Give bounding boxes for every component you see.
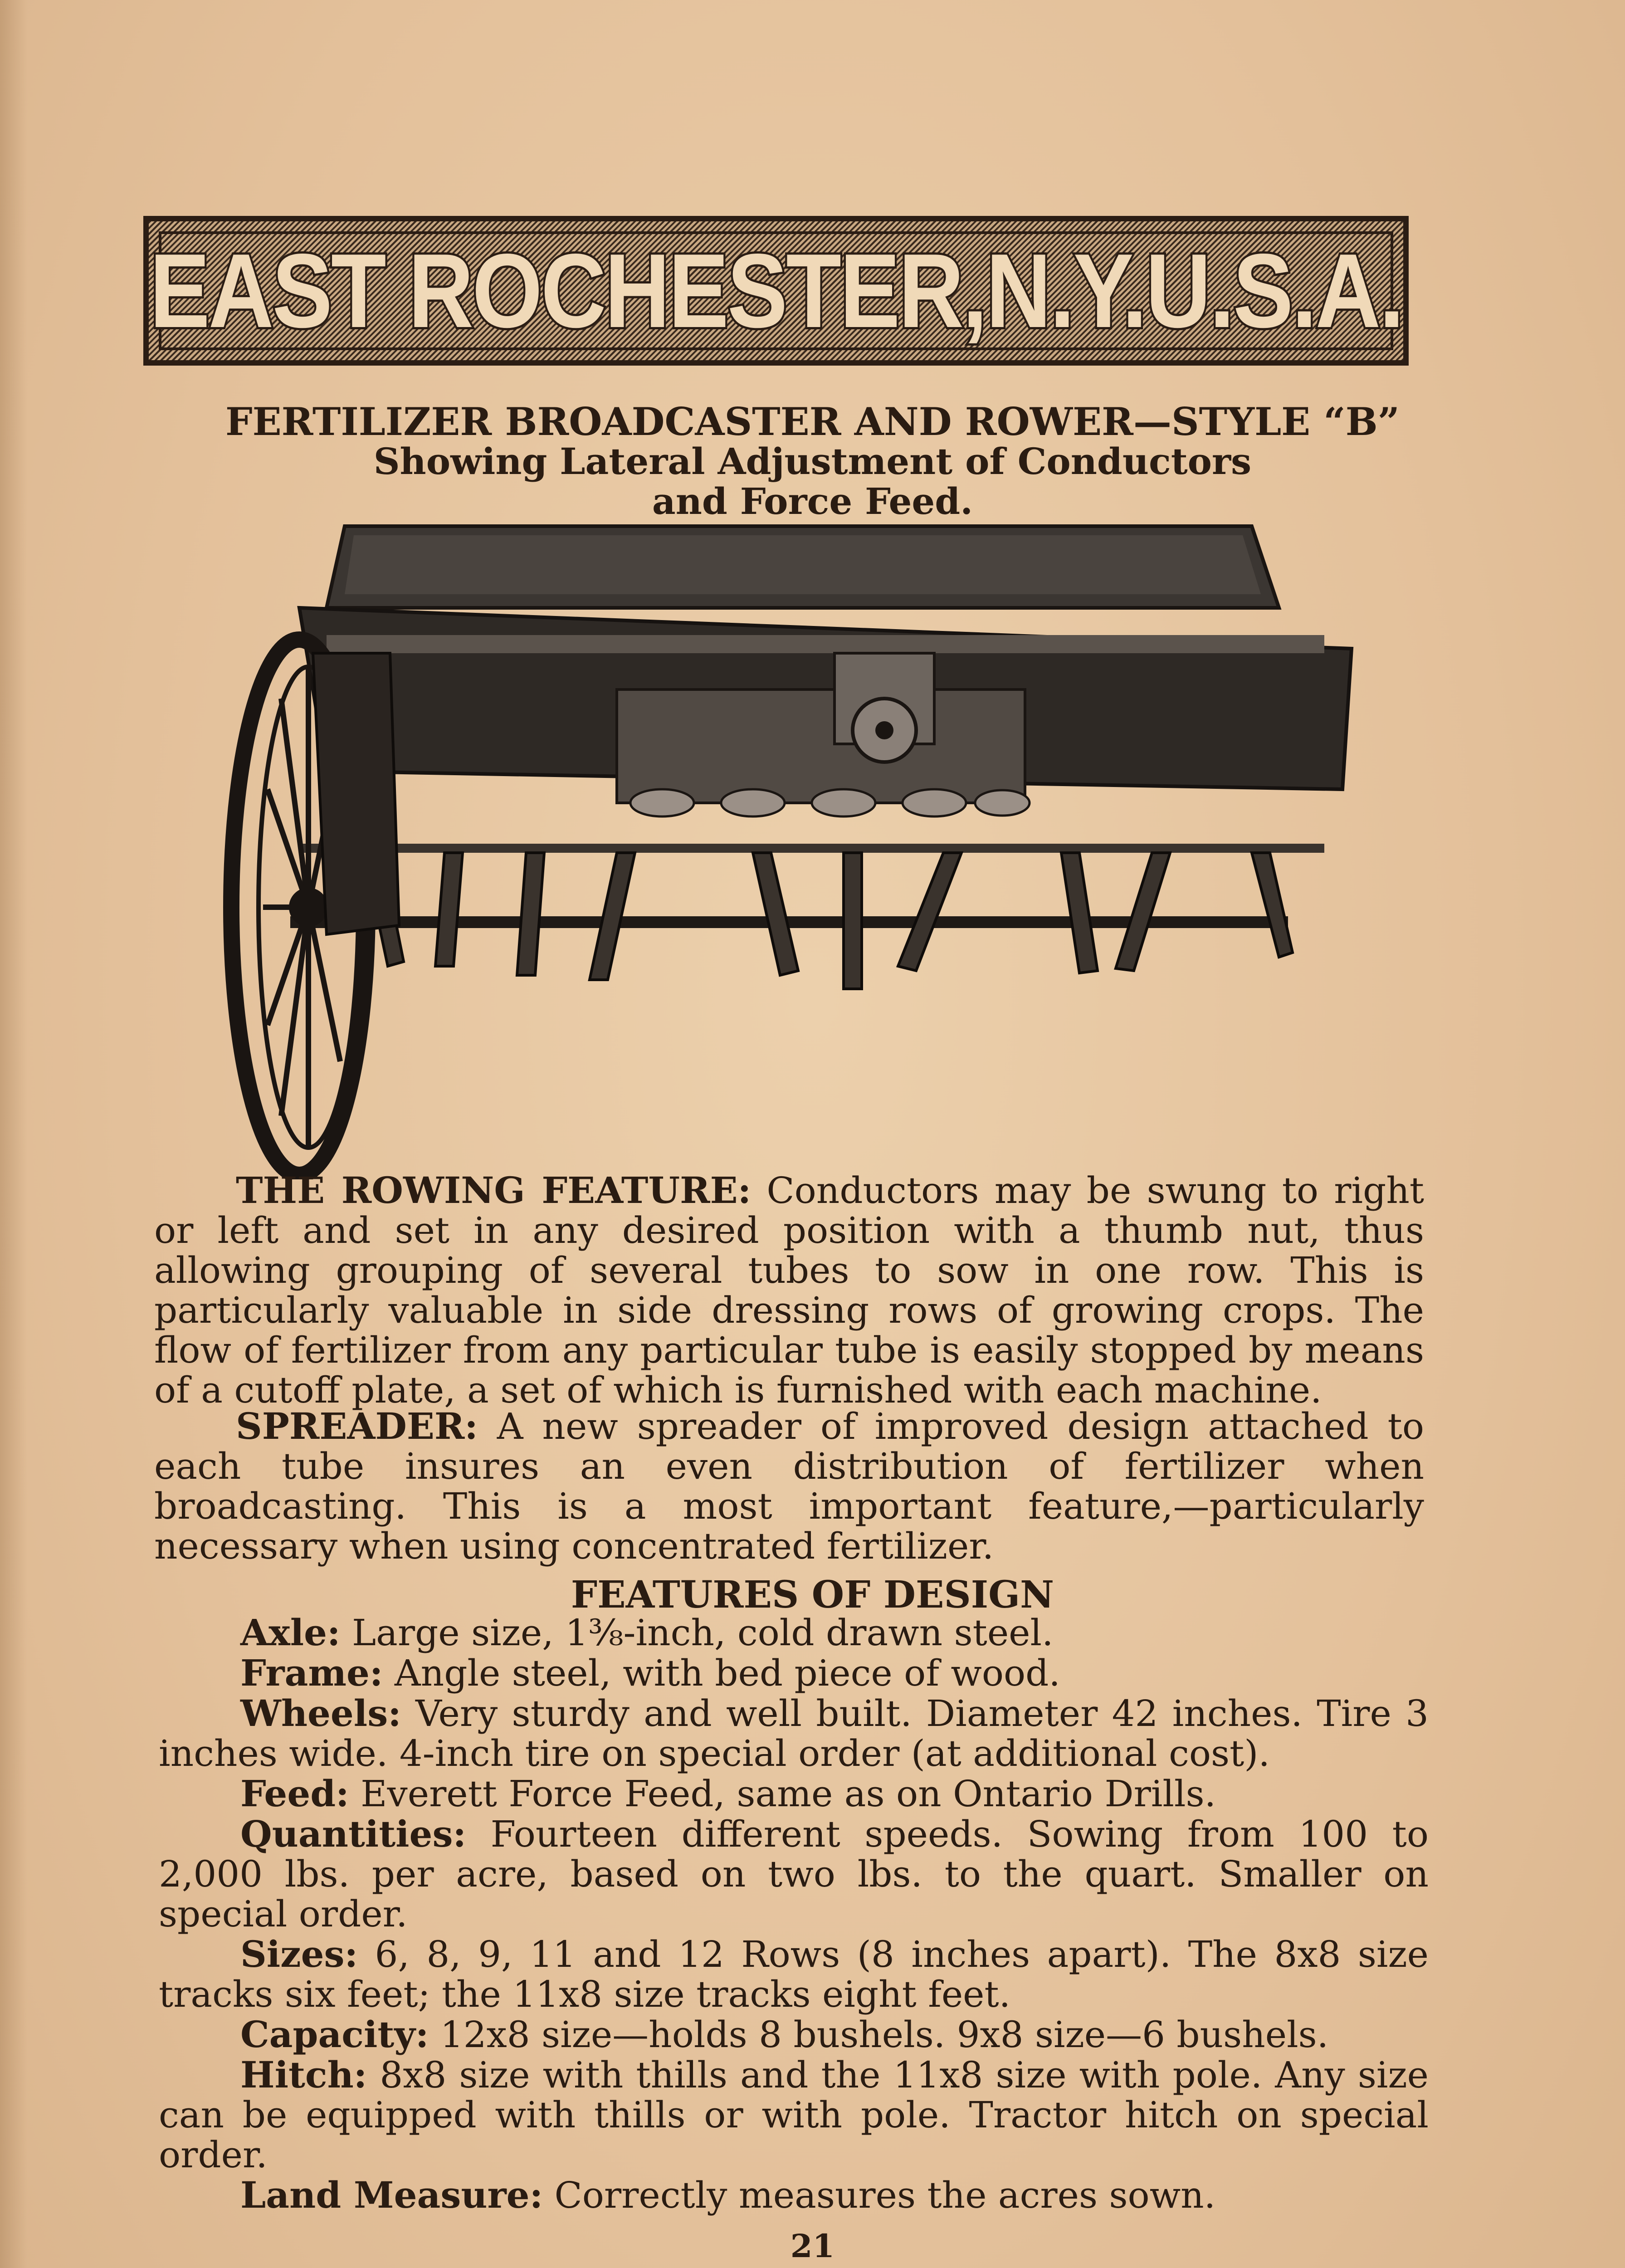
feature-item xyxy=(159,1693,1429,1774)
feature-text: Very sturdy and well built. Diameter 42 inches. Tire 3 inches wide. 4-inch tire on special order (at additional cost). xyxy=(159,1692,1429,1774)
feature-label: Frame: xyxy=(240,1652,383,1694)
feature-label: Feed: xyxy=(240,1772,349,1815)
feature-text: 12x8 size—holds 8 bushels. 9x8 size—6 bushels. xyxy=(440,2014,1329,2056)
fertilizer-broadcaster-illustration xyxy=(209,517,1370,1179)
feature-item xyxy=(159,1774,1429,1814)
banner-text: EAST ROCHESTER,N.Y.U.S.A. xyxy=(149,232,1403,350)
feature-label: Capacity: xyxy=(240,2013,429,2056)
feature-item xyxy=(159,1814,1429,1934)
rowing-feature-paragraph xyxy=(154,1170,1424,1410)
feature-item xyxy=(159,2055,1429,2175)
product-subtitle-line2: and Force Feed. xyxy=(652,480,973,523)
spreader-text: A new spreader of improved design attached to each tube insures an even distribution of fertilizer when broadcasting. This is a most important feature,—particularly necessary when using concentrated fertilizer. xyxy=(154,1405,1424,1567)
features-list xyxy=(159,1613,1429,2215)
feature-text: Correctly measures the acres sown. xyxy=(554,2174,1216,2216)
feature-text: 6, 8, 9, 11 and 12 Rows (8 inches apart). The 8x8 size tracks six feet; the 11x8 size tracks eight feet. xyxy=(159,1933,1429,2015)
feature-item xyxy=(159,2175,1429,2215)
frame-side xyxy=(313,653,399,934)
feature-item xyxy=(159,1934,1429,2014)
feature-text: Fourteen different speeds. Sowing from 100 to 2,000 lbs. per acre, based on two lbs. to the quart. Smaller on special order. xyxy=(159,1813,1429,1935)
feature-item xyxy=(159,2014,1429,2055)
page-number: 21 xyxy=(790,2227,835,2265)
rowing-feature-label: THE ROWING FEATURE: xyxy=(236,1169,752,1212)
feature-item xyxy=(159,1653,1429,1693)
paper-edge-stain xyxy=(0,0,27,2268)
feature-text: Large size, 1⅜-inch, cold drawn steel. xyxy=(352,1612,1054,1654)
feature-label: Sizes: xyxy=(240,1933,358,1975)
feature-label: Hitch: xyxy=(240,2053,367,2096)
feed-housing xyxy=(617,689,1025,803)
feature-label: Land Measure: xyxy=(240,2174,543,2216)
features-heading: FEATURES OF DESIGN xyxy=(571,1573,1054,1617)
rowing-feature-text: Conductors may be swung to right or left and set in any desired position with a thumb nut, thus allowing grouping of several tubes to sow in one row. This is particularly valuable in side dressing rows of growing crops. The flow of fertilizer from any particular tube is easily stopped by means of a cutoff plate, a set of which is furnished with each machine. xyxy=(154,1169,1424,1411)
feature-label: Wheels: xyxy=(240,1692,401,1735)
feature-label: Axle: xyxy=(240,1611,341,1654)
spreader-paragraph xyxy=(154,1406,1424,1566)
feature-label: Quantities: xyxy=(240,1813,467,1855)
feature-text: Everett Force Feed, same as on Ontario Drills. xyxy=(361,1773,1216,1815)
product-title: FERTILIZER BROADCASTER AND ROWER—STYLE “B” xyxy=(225,399,1400,444)
spreader-label: SPREADER: xyxy=(236,1405,478,1447)
feature-item xyxy=(159,1613,1429,1653)
feature-text: Angle steel, with bed piece of wood. xyxy=(394,1652,1060,1694)
product-subtitle-line1: Showing Lateral Adjustment of Conductors xyxy=(373,440,1252,483)
feature-text: 8x8 size with thills and the 11x8 size with pole. Any size can be equipped with thills or with pole. Tractor hitch on special order. xyxy=(159,2054,1429,2176)
location-banner xyxy=(143,216,1409,366)
